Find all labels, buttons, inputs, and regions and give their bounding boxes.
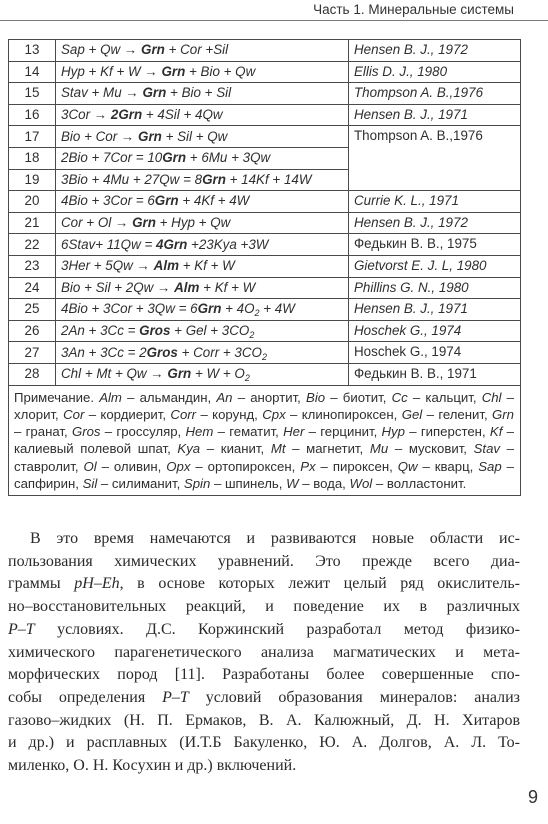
- body-run: условиях. Д.С. Коржинский разработал метод физико-: [34, 620, 520, 638]
- note-run: – вода,: [298, 475, 350, 491]
- reaction-number: 18: [9, 147, 56, 169]
- note-run: – калиевый полевой шпат,: [14, 424, 514, 457]
- reaction-reference: Hensen B. J., 1971: [349, 299, 521, 321]
- reaction-number: 13: [9, 40, 56, 62]
- reaction-number: 25: [9, 299, 56, 321]
- note-run: Wol: [349, 475, 373, 491]
- equation-run: 2: [261, 351, 267, 362]
- body-run: Eh: [101, 575, 120, 593]
- equation-run: Chl + Mt + Qw: [61, 366, 151, 382]
- note-run: – волластонит.: [372, 475, 467, 491]
- table-row: [9, 61, 521, 83]
- equation-run: →: [150, 366, 168, 382]
- body-run: условий образования минералов: анализ: [188, 688, 520, 706]
- reaction-reference: Hensen B. J., 1971: [349, 104, 521, 126]
- body-line: [8, 732, 520, 755]
- equation-run: + Hyp + Qw: [155, 215, 231, 231]
- reaction-equation: [56, 147, 349, 169]
- note-run: – магнетит,: [285, 441, 370, 457]
- note-run: – альмандин,: [121, 389, 217, 405]
- note-run: – клинопироксен,: [285, 406, 402, 422]
- reaction-number: 16: [9, 104, 56, 126]
- equation-run: Grn: [167, 366, 192, 382]
- note-run: An: [216, 389, 233, 405]
- body-run: , в основе которых лежит целый ряд окислитель-: [119, 575, 520, 593]
- equation-run: →: [136, 258, 154, 274]
- equation-run: →: [125, 85, 143, 101]
- table-row: [9, 299, 521, 321]
- note-run: Sap: [478, 458, 502, 474]
- table-row: [9, 234, 521, 256]
- reactions-table: [8, 39, 521, 496]
- equation-run: + Cor +Sil: [164, 42, 229, 58]
- body-line: [8, 596, 520, 619]
- equation-run: Grn: [141, 42, 165, 58]
- note-run: – анортит,: [232, 389, 307, 405]
- equation-run: Stav + Mu: [61, 85, 126, 101]
- equation-run: Grn: [197, 301, 222, 317]
- note-run: – ортопироксен,: [190, 458, 301, 474]
- body-run: В это время намечаются и развиваются новые области ис-: [30, 530, 520, 547]
- equation-run: +23Kya +3W: [187, 236, 269, 252]
- note-run: Gros: [71, 424, 101, 440]
- note-run: Hem: [185, 424, 214, 440]
- note-run: Ol: [83, 458, 97, 474]
- note-run: Примечание.: [14, 389, 100, 405]
- equation-run: 2Bio + 7Cor = 10: [61, 150, 163, 166]
- body-run: но–восстановительных реакций, и поведение их в различных: [8, 598, 520, 616]
- table-row: [9, 320, 521, 342]
- table-row: [9, 255, 521, 277]
- body-run: –: [93, 575, 102, 593]
- equation-run: Gros: [139, 323, 171, 339]
- note-run: Px: [300, 458, 316, 474]
- body-run: морфических пород [11]. Разработаны более совершенные спо-: [8, 666, 520, 684]
- reaction-number: 28: [9, 363, 56, 385]
- reaction-number: 14: [9, 61, 56, 83]
- reaction-reference: Hoschek G., 1974: [349, 320, 521, 342]
- body-line: [8, 551, 520, 574]
- reaction-number: 15: [9, 83, 56, 105]
- reaction-equation: [56, 277, 349, 299]
- equation-run: Alm: [153, 258, 179, 274]
- equation-run: Grn: [162, 150, 187, 166]
- reaction-equation: [56, 191, 349, 213]
- equation-run: Grn: [138, 128, 162, 144]
- reaction-equation: [56, 104, 349, 126]
- table-row: [9, 363, 521, 385]
- reaction-equation: [56, 299, 349, 321]
- reaction-number: 23: [9, 255, 56, 277]
- equation-run: 2An + 3Cc =: [61, 323, 140, 339]
- body-run: газово–жидких (Н. П. Ермаков, В. А. Калюжный, Д. Н. Хитаров: [8, 711, 520, 729]
- equation-run: 2: [249, 330, 255, 341]
- reaction-reference: Thompson A. B.,1976: [349, 83, 521, 105]
- note-run: – кварц,: [417, 458, 479, 474]
- body-line: [8, 642, 520, 665]
- table-row: [9, 126, 521, 148]
- reaction-number: 17: [9, 126, 56, 148]
- equation-run: 3Cor: [61, 107, 94, 123]
- note-run: – гроссуляр,: [100, 424, 186, 440]
- note-run: Stav: [473, 441, 500, 457]
- note-run: Hyp: [381, 424, 405, 440]
- note-run: Her: [283, 424, 305, 440]
- equation-run: + 14Kf + 14W: [225, 171, 312, 187]
- reaction-reference: Thompson A. B.,1976: [349, 126, 521, 191]
- body-line: [8, 755, 520, 778]
- body-line: [8, 573, 520, 596]
- note-run: – пироксен,: [315, 458, 398, 474]
- table-note: [9, 385, 521, 496]
- note-run: – кордиерит,: [84, 406, 171, 422]
- note-run: – шпинель,: [210, 475, 287, 491]
- note-run: Spin: [183, 475, 211, 491]
- equation-run: 4Bio + 3Cor + 3Qw = 6: [61, 301, 198, 317]
- note-run: – биотит,: [325, 389, 392, 405]
- equation-run: Grn: [132, 215, 156, 231]
- equation-run: Gros: [146, 344, 178, 360]
- note-run: Chl: [481, 389, 502, 405]
- equation-run: + Sil + Qw: [161, 128, 228, 144]
- note-run: Qw: [397, 458, 418, 474]
- note-run: – силиманит,: [97, 475, 184, 491]
- reaction-number: 21: [9, 212, 56, 234]
- note-run: – сапфирин,: [14, 458, 515, 491]
- reaction-equation: [56, 255, 349, 277]
- equation-run: 4Grn: [156, 236, 188, 252]
- reaction-equation: [56, 363, 349, 385]
- body-run: собы определения: [8, 688, 163, 706]
- equation-run: 3Bio + 4Mu + 27Qw = 8: [61, 171, 203, 187]
- reaction-reference: Hensen B. J., 1972: [349, 212, 521, 234]
- equation-run: →: [93, 107, 111, 123]
- equation-run: Grn: [142, 85, 167, 101]
- equation-run: Grn: [161, 63, 186, 79]
- equation-run: →: [144, 63, 162, 79]
- table-row: [9, 342, 521, 364]
- equation-run: + Kf + W: [178, 258, 235, 274]
- note-run: – герцинит,: [304, 424, 382, 440]
- reaction-equation: [56, 342, 349, 364]
- equation-run: 2: [254, 308, 260, 319]
- body-line: [8, 528, 520, 551]
- reaction-reference: Currie K. L., 1971: [349, 191, 521, 213]
- body-run: миленко, О. Н. Косухин и др.) включений.: [8, 757, 297, 775]
- note-run: Grn: [492, 406, 515, 422]
- note-run: Kf: [489, 424, 503, 440]
- note-run: Mt: [270, 441, 286, 457]
- reaction-number: 27: [9, 342, 56, 364]
- note-run: – хлорит,: [14, 389, 515, 422]
- body-run: pH: [74, 575, 94, 593]
- reaction-reference: Gietvorst E. J. L, 1980: [349, 255, 521, 277]
- note-run: Cpx: [262, 406, 286, 422]
- note-run: Sil: [82, 475, 98, 491]
- equation-run: 2Grn: [110, 107, 143, 123]
- equation-run: + 4Sil + 4Qw: [142, 107, 223, 123]
- body-line: [8, 619, 520, 642]
- equation-run: + 4Kf + 4W: [178, 193, 250, 209]
- body-run: граммы: [8, 575, 75, 593]
- body-run: пользования химических уравнений. Это прежде всего диа-: [8, 552, 520, 570]
- equation-run: Alm: [174, 279, 200, 295]
- reactions-table-body: [9, 40, 521, 496]
- equation-run: + Kf + W: [199, 279, 256, 295]
- reaction-equation: [56, 83, 349, 105]
- note-run: – гранат,: [14, 424, 72, 440]
- reaction-reference: Hoschek G., 1974: [349, 342, 521, 364]
- reaction-equation: [56, 234, 349, 256]
- reaction-equation: [56, 61, 349, 83]
- note-run: – кианит,: [200, 441, 271, 457]
- running-header: [0, 0, 548, 21]
- equation-run: + Gel + 3CO: [170, 323, 250, 339]
- reaction-number: 22: [9, 234, 56, 256]
- note-run: – кальцит,: [407, 389, 482, 405]
- equation-run: →: [120, 128, 139, 144]
- running-header-title: Часть 1. Минеральные системы: [313, 2, 514, 17]
- equation-run: + 4O: [221, 301, 255, 317]
- table-row: [9, 191, 521, 213]
- reaction-equation: [56, 169, 349, 191]
- reaction-reference: Федькин В. В., 1975: [349, 234, 521, 256]
- reaction-equation: [56, 320, 349, 342]
- note-run: Opx: [166, 458, 191, 474]
- reaction-reference: Федькин В. В., 1971: [349, 363, 521, 385]
- body-line: [8, 710, 520, 733]
- note-run: – гиперстен,: [404, 424, 490, 440]
- note-run: Mu: [369, 441, 389, 457]
- reaction-number: 24: [9, 277, 56, 299]
- reaction-number: 26: [9, 320, 56, 342]
- note-run: Gel: [401, 406, 423, 422]
- equation-run: + W + O: [191, 366, 245, 382]
- equation-run: + Bio + Qw: [185, 63, 256, 79]
- note-run: – мусковит,: [388, 441, 474, 457]
- note-run: Cc: [391, 389, 408, 405]
- equation-run: Cor + Ol: [61, 215, 115, 231]
- equation-run: 3An + 3Cc = 2: [61, 344, 147, 360]
- reaction-reference: Phillins G. N., 1980: [349, 277, 521, 299]
- equation-run: 6Stav+ 11Qw =: [61, 236, 157, 252]
- page-number: 9: [527, 787, 538, 807]
- equation-run: Hyp + Kf + W: [61, 63, 145, 79]
- equation-run: Bio + Cor: [61, 128, 121, 144]
- body-line: [8, 664, 520, 687]
- note-run: – ставролит,: [14, 441, 514, 474]
- reaction-equation: [56, 126, 349, 148]
- reaction-reference: Hensen B. J., 1972: [349, 40, 521, 62]
- equation-run: + Bio + Sil: [166, 85, 232, 101]
- equation-run: Grn: [202, 171, 226, 187]
- table-row: [9, 104, 521, 126]
- reaction-reference: Ellis D. J., 1980: [349, 61, 521, 83]
- equation-run: Sap + Qw: [61, 42, 124, 58]
- body-run: P–T: [8, 620, 35, 638]
- equation-run: + 4W: [259, 301, 295, 317]
- note-run: Cor: [63, 406, 85, 422]
- equation-run: 4Bio + 3Cor = 6: [61, 193, 155, 209]
- equation-run: →: [123, 42, 142, 58]
- note-run: Bio: [306, 389, 326, 405]
- note-run: Corr: [170, 406, 197, 422]
- body-run: и др.) и расплавных (И.Т.Б Бакуленко, Ю. А. Долгов, А. Л. То-: [8, 734, 520, 752]
- table-row: [9, 83, 521, 105]
- note-run: – геленит,: [422, 406, 493, 422]
- equation-run: Grn: [154, 193, 179, 209]
- note-run: Kya: [177, 441, 201, 457]
- note-run: – гематит,: [213, 424, 284, 440]
- equation-run: + Corr + 3CO: [177, 344, 262, 360]
- table-row: [9, 212, 521, 234]
- equation-run: →: [114, 215, 133, 231]
- note-run: – оливин,: [96, 458, 167, 474]
- reaction-equation: [56, 212, 349, 234]
- note-run: Alm: [99, 389, 122, 405]
- note-run: W: [286, 475, 299, 491]
- equation-run: 3Her + 5Qw: [61, 258, 137, 274]
- note-run: – корунд,: [196, 406, 263, 422]
- body-paragraph: [8, 528, 520, 778]
- equation-run: Bio + Sil + 2Qw: [61, 279, 158, 295]
- table-row: [9, 40, 521, 62]
- body-run: P–T: [162, 688, 189, 706]
- reaction-number: 19: [9, 169, 56, 191]
- body-run: химического парагенетического анализа магматических и мета-: [8, 643, 520, 661]
- reaction-number: 20: [9, 191, 56, 213]
- reaction-equation: [56, 40, 349, 62]
- table-note-row: [9, 385, 521, 496]
- equation-run: + 6Mu + 3Qw: [186, 150, 271, 166]
- equation-run: 2: [244, 373, 250, 384]
- equation-run: →: [157, 279, 175, 295]
- table-row: [9, 277, 521, 299]
- body-line: [8, 687, 520, 710]
